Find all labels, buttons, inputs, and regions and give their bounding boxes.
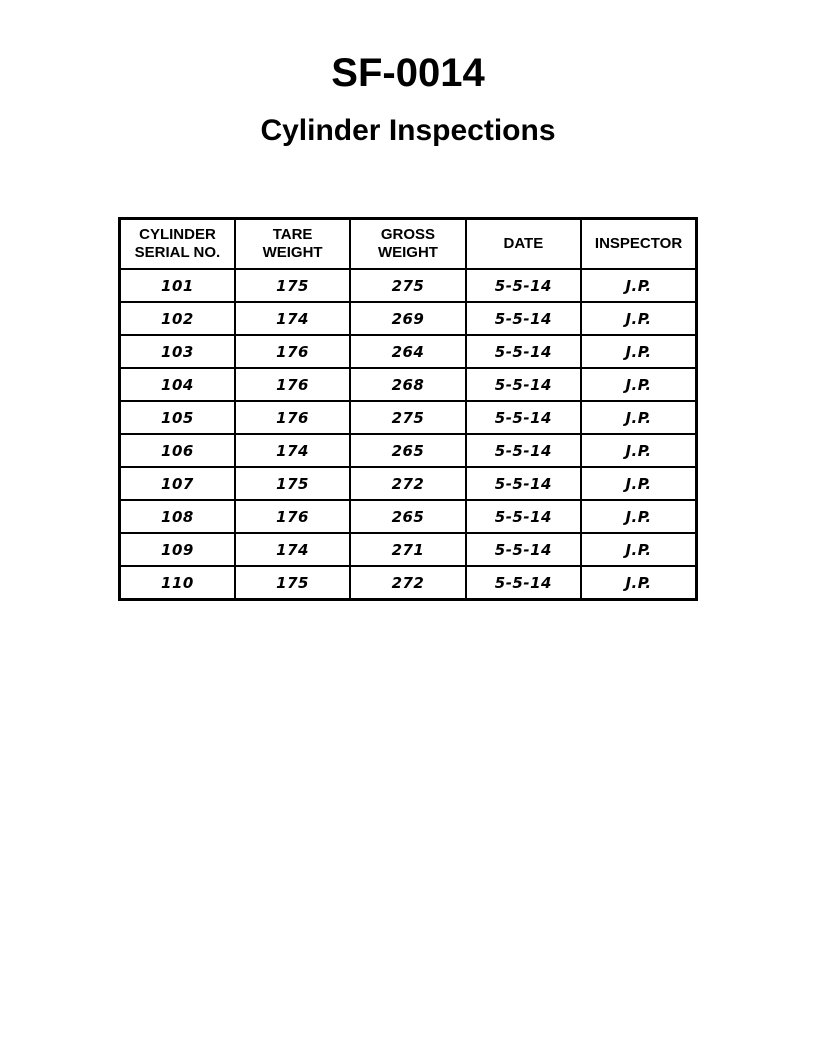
column-header-inspector: INSPECTOR xyxy=(581,219,696,270)
cell-date: 5-5-14 xyxy=(466,434,581,467)
table-header xyxy=(120,219,697,270)
cell-gross-weight: 264 xyxy=(350,335,465,368)
table-row xyxy=(120,302,697,335)
table-row xyxy=(120,401,697,434)
column-header-tare-weight: TARE WEIGHT xyxy=(235,219,350,270)
form-id: SF-0014 xyxy=(331,51,485,95)
cell-serial-no: 103 xyxy=(120,335,235,368)
table-row xyxy=(120,533,697,566)
cell-tare-weight: 176 xyxy=(235,335,350,368)
column-header-gross-weight: GROSS WEIGHT xyxy=(350,219,465,270)
cell-serial-no: 106 xyxy=(120,434,235,467)
cylinder-inspection-table xyxy=(118,217,698,601)
table-row xyxy=(120,335,697,368)
table-row xyxy=(120,566,697,600)
cell-date: 5-5-14 xyxy=(466,401,581,434)
table-row xyxy=(120,269,697,302)
cell-date: 5-5-14 xyxy=(466,302,581,335)
cell-serial-no: 107 xyxy=(120,467,235,500)
cell-gross-weight: 271 xyxy=(350,533,465,566)
cell-serial-no: 105 xyxy=(120,401,235,434)
cell-inspector: J.P. xyxy=(581,368,696,401)
table-row xyxy=(120,467,697,500)
cell-tare-weight: 175 xyxy=(235,467,350,500)
table-row xyxy=(120,434,697,467)
cell-gross-weight: 265 xyxy=(350,434,465,467)
cell-gross-weight: 272 xyxy=(350,467,465,500)
cell-tare-weight: 175 xyxy=(235,269,350,302)
cell-date: 5-5-14 xyxy=(466,368,581,401)
cell-inspector: J.P. xyxy=(581,269,696,302)
cell-tare-weight: 176 xyxy=(235,401,350,434)
cell-date: 5-5-14 xyxy=(466,269,581,302)
cell-tare-weight: 174 xyxy=(235,533,350,566)
table-row xyxy=(120,500,697,533)
cell-date: 5-5-14 xyxy=(466,500,581,533)
cell-serial-no: 110 xyxy=(120,566,235,600)
cell-inspector: J.P. xyxy=(581,401,696,434)
cell-serial-no: 104 xyxy=(120,368,235,401)
cell-inspector: J.P. xyxy=(581,434,696,467)
cell-gross-weight: 265 xyxy=(350,500,465,533)
table-body xyxy=(120,269,697,600)
cell-gross-weight: 272 xyxy=(350,566,465,600)
cell-gross-weight: 275 xyxy=(350,269,465,302)
cell-gross-weight: 269 xyxy=(350,302,465,335)
column-header-date: DATE xyxy=(466,219,581,270)
cell-tare-weight: 174 xyxy=(235,434,350,467)
cell-inspector: J.P. xyxy=(581,467,696,500)
cell-gross-weight: 275 xyxy=(350,401,465,434)
table-header-row xyxy=(120,219,697,270)
cell-inspector: J.P. xyxy=(581,335,696,368)
cell-gross-weight: 268 xyxy=(350,368,465,401)
cell-date: 5-5-14 xyxy=(466,566,581,600)
cell-date: 5-5-14 xyxy=(466,533,581,566)
cell-serial-no: 101 xyxy=(120,269,235,302)
page-title: Cylinder Inspections xyxy=(260,114,556,147)
cell-tare-weight: 175 xyxy=(235,566,350,600)
cell-inspector: J.P. xyxy=(581,302,696,335)
cell-inspector: J.P. xyxy=(581,500,696,533)
cell-date: 5-5-14 xyxy=(466,467,581,500)
cell-inspector: J.P. xyxy=(581,566,696,600)
cell-tare-weight: 174 xyxy=(235,302,350,335)
cell-serial-no: 108 xyxy=(120,500,235,533)
table-row xyxy=(120,368,697,401)
cell-inspector: J.P. xyxy=(581,533,696,566)
cell-serial-no: 109 xyxy=(120,533,235,566)
cell-tare-weight: 176 xyxy=(235,368,350,401)
cell-tare-weight: 176 xyxy=(235,500,350,533)
column-header-serial-no: CYLINDER SERIAL NO. xyxy=(120,219,235,270)
cell-serial-no: 102 xyxy=(120,302,235,335)
cell-date: 5-5-14 xyxy=(466,335,581,368)
